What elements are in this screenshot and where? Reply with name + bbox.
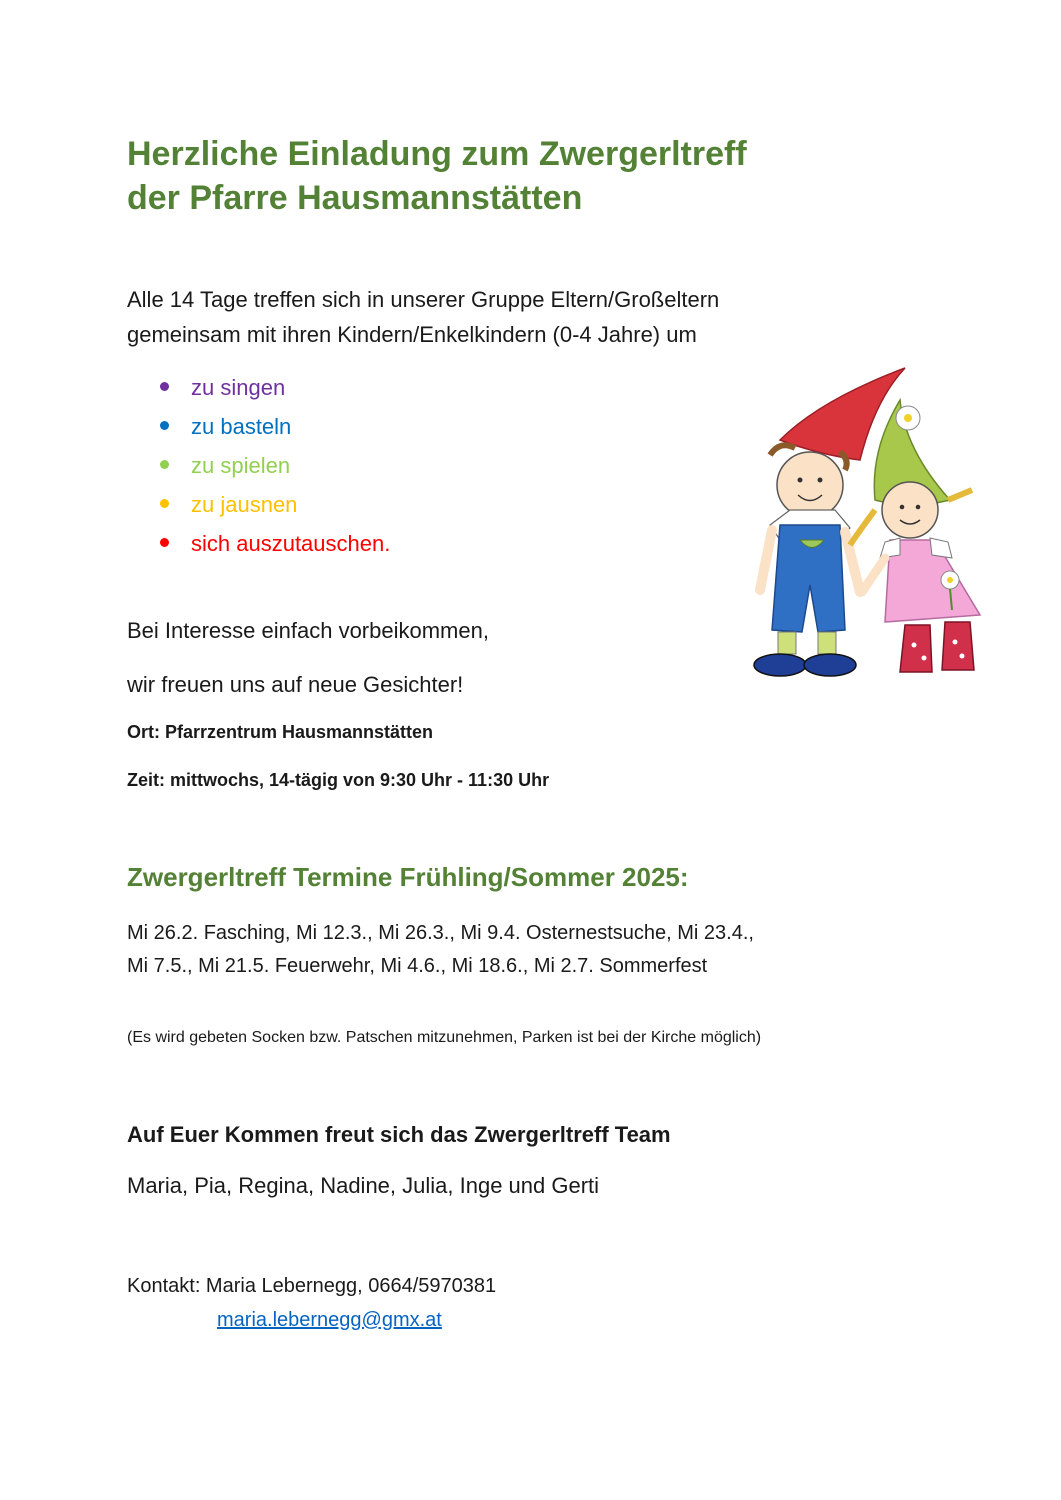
activity-item [150, 524, 390, 563]
intro-line-2: gemeinsam mit ihren Kindern/Enkelkindern (0-4 Jahre) um [127, 322, 697, 347]
activities-list [150, 368, 390, 563]
activity-item [150, 407, 390, 446]
activity-item [150, 368, 390, 407]
activity-label: zu basteln [191, 414, 292, 439]
team-names: Maria, Pia, Regina, Nadine, Julia, Inge und Gerti [127, 1173, 600, 1198]
bullet-dot [160, 460, 169, 469]
team-heading: Auf Euer Kommen freut sich das Zwergerltreff Team [127, 1122, 671, 1147]
time-text: Zeit: mittwochs, 14-tägig von 9:30 Uhr - 11:30 Uhr [127, 770, 550, 790]
dates-line-1: Mi 26.2. Fasching, Mi 12.3., Mi 26.3., Mi 9.4. Osternestsuche, Mi 23.4., [127, 922, 754, 944]
bullet-dot [160, 382, 169, 391]
activity-item [150, 485, 390, 524]
contact-line: Kontakt: Maria Lebernegg, 0664/5970381 [127, 1275, 497, 1297]
page-title [127, 132, 747, 220]
gnome-children-illustration [700, 360, 1000, 690]
note-text: (Es wird gebeten Socken bzw. Patschen mitzunehmen, Parken ist bei der Kirche möglich) [127, 1029, 762, 1046]
email-link[interactable]: maria.lebernegg@gmx.at [217, 1309, 442, 1331]
title-line-1: Herzliche Einladung zum Zwergerltreff [127, 135, 747, 173]
activity-label: zu spielen [191, 453, 291, 478]
activity-label: sich auszutauschen. [191, 531, 391, 556]
title-line-2: der Pfarre Hausmannstätten [127, 179, 583, 217]
interest-line-2: wir freuen uns auf neue Gesichter! [127, 672, 464, 697]
intro-paragraph [127, 282, 719, 352]
activity-label: zu jausnen [191, 492, 298, 517]
bullet-dot [160, 421, 169, 430]
location-text: Ort: Pfarrzentrum Hausmannstätten [127, 722, 434, 742]
bullet-dot [160, 538, 169, 547]
bullet-dot [160, 499, 169, 508]
dates-line-2: Mi 7.5., Mi 21.5. Feuerwehr, Mi 4.6., Mi 18.6., Mi 2.7. Sommerfest [127, 955, 708, 977]
dates-heading: Zwergerltreff Termine Frühling/Sommer 2025: [127, 862, 689, 892]
interest-line-1: Bei Interesse einfach vorbeikommen, [127, 618, 489, 643]
activity-label: zu singen [191, 375, 286, 400]
intro-line-1: Alle 14 Tage treffen sich in unserer Gruppe Eltern/Großeltern [127, 287, 720, 312]
activity-item [150, 446, 390, 485]
dates-list [127, 917, 754, 983]
